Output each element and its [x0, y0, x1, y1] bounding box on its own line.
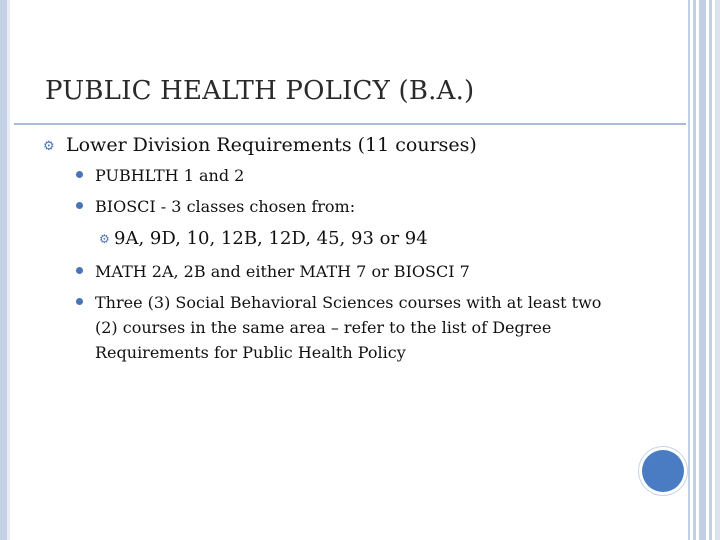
list-item-text: Three (3) Social Behavioral Sciences courses with at least two (2) courses in the same area – refer to the list of Degree Requirements for Public Health Policy: [95, 293, 602, 362]
settings-gear-icon: ⚙: [99, 232, 110, 246]
biosci-options-text: 9A, 9D, 10, 12B, 12D, 45, 93 or 94: [114, 228, 428, 249]
list-item-text: BIOSCI - 3 classes chosen from:: [95, 197, 356, 216]
slide-title: PUBLIC HEALTH POLICY (B.A.): [45, 76, 475, 106]
filled-circle-icon: [76, 298, 83, 305]
filled-circle-icon: [76, 267, 83, 274]
title-divider: [14, 123, 686, 125]
lower-division-heading: [43, 134, 477, 156]
right-frame-stripe: [715, 0, 720, 540]
right-frame-stripe: [709, 0, 712, 540]
blue-circle-icon: [642, 450, 684, 492]
left-frame-stripe: [0, 0, 10, 540]
list-item: [95, 197, 355, 216]
settings-gear-icon: ⚙: [43, 139, 55, 154]
right-frame-stripe: [693, 0, 696, 540]
right-frame-stripe: [688, 0, 690, 540]
filled-circle-icon: [76, 202, 83, 209]
right-frame-stripe: [699, 0, 706, 540]
list-item: [95, 166, 244, 185]
list-item-text: PUBHLTH 1 and 2: [95, 166, 245, 185]
list-item: [95, 290, 615, 365]
list-item: [95, 262, 470, 281]
list-item-text: MATH 2A, 2B and either MATH 7 or BIOSCI 7: [95, 262, 470, 281]
lower-division-heading-text: Lower Division Requirements (11 courses): [66, 134, 477, 156]
biosci-options: [99, 228, 428, 249]
filled-circle-icon: [76, 171, 83, 178]
